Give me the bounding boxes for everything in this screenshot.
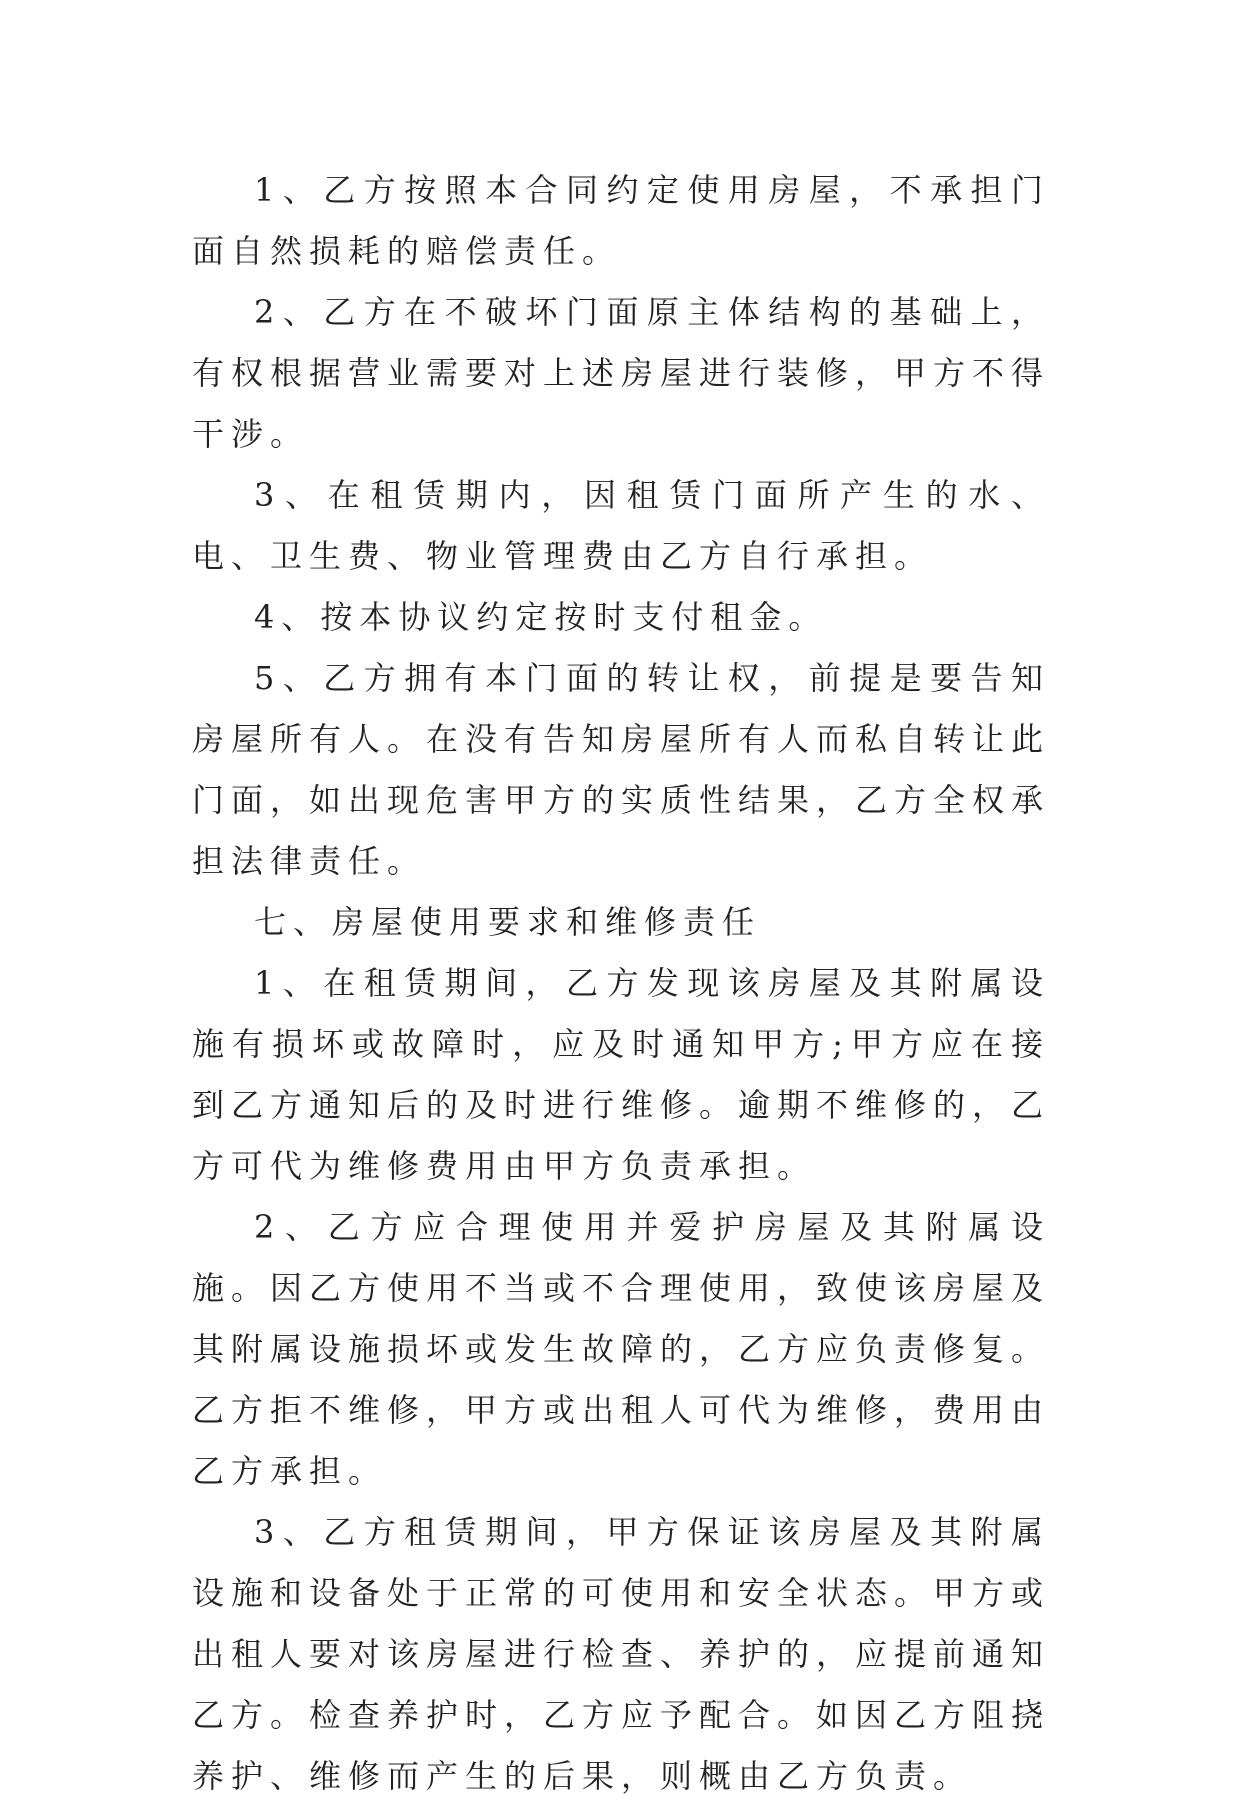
document-body: [192, 160, 1050, 1807]
paragraph-7-3: 3、乙方租赁期间，甲方保证该房屋及其附属设施和设备处于正常的可使用和安全状态。甲方或出租人要对该房屋进行检查、养护的，应提前通知乙方。检查养护时，乙方应予配合。如因乙方阻挠养护、维修而产生的后果，则概由乙方负责。: [192, 1513, 1051, 1795]
paragraph-6-4: 4、按本协议约定按时支付租金。: [254, 598, 828, 636]
section-heading-7: 七、房屋使用要求和维修责任: [254, 903, 762, 941]
paragraph-6-5: 5、乙方拥有本门面的转让权，前提是要告知房屋所有人。在没有告知房屋所有人而私自转让此门面，如出现危害甲方的实质性结果，乙方全权承担法律责任。: [192, 659, 1051, 880]
paragraph-7-2: 2、乙方应合理使用并爱护房屋及其附属设施。因乙方使用不当或不合理使用，致使该房屋及其附属设施损坏或发生故障的，乙方应负责修复。乙方拒不维修，甲方或出租人可代为维修，费用由乙方承担。: [192, 1208, 1051, 1490]
paragraph-6-3: 3、在租赁期内，因租赁门面所产生的水、电、卫生费、物业管理费由乙方自行承担。: [192, 476, 1050, 575]
paragraph-7-1: 1、在租赁期间，乙方发现该房屋及其附属设施有损坏或故障时，应及时通知甲方;甲方应在接到乙方通知后的及时进行维修。逾期不维修的，乙方可代为维修费用由甲方负责承担。: [192, 964, 1051, 1185]
paragraph-6-1: 1、乙方按照本合同约定使用房屋，不承担门面自然损耗的赔偿责任。: [192, 171, 1050, 270]
paragraph-6-2: 2、乙方在不破坏门面原主体结构的基础上，有权根据营业需要对上述房屋进行装修，甲方不得干涉。: [192, 293, 1051, 453]
